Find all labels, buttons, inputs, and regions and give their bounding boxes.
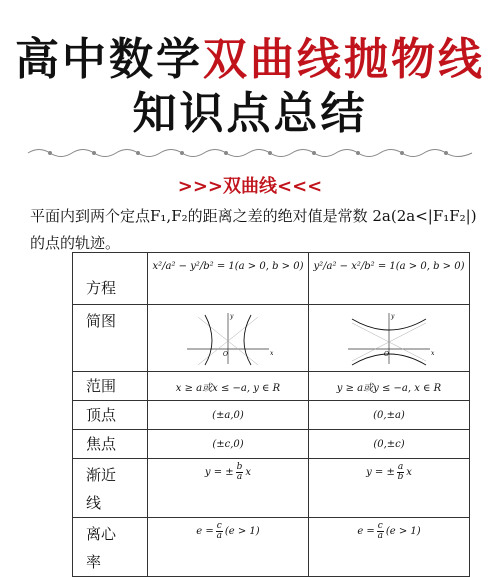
- asymptote-x-axis: [147, 459, 308, 518]
- title-black-part: 高中数学: [15, 34, 203, 85]
- table-row: [73, 372, 470, 401]
- asymptote-fraction: [236, 463, 244, 482]
- fraction-numerator: b: [236, 462, 243, 472]
- asymptote-suffix: x: [245, 467, 252, 478]
- origin-label: O: [222, 351, 228, 358]
- fraction-numerator: c: [377, 521, 383, 531]
- eccentricity-prefix: e =: [357, 526, 375, 537]
- asymptote-prefix: y = ±: [366, 467, 395, 478]
- fraction-denominator: a: [216, 531, 222, 541]
- page-title-line-2: 知识点总结: [132, 88, 368, 139]
- vertex-y-axis: (0,±a): [308, 401, 469, 430]
- table-row: [73, 430, 470, 459]
- table-row: [73, 253, 470, 305]
- page-title-line-1: [0, 34, 500, 85]
- eccentricity-prefix: e =: [196, 526, 214, 537]
- row-label: 顶点: [73, 401, 148, 430]
- range-y-axis: y ≥ a或y ≤ −a, x ∈ R: [308, 372, 469, 401]
- asymptote-prefix: y = ±: [204, 467, 234, 478]
- eccentricity-suffix: (e > 1): [385, 526, 421, 537]
- row-label: 简图: [73, 305, 148, 372]
- eccentricity-y-axis: [308, 518, 469, 577]
- axis-label-y: y: [390, 313, 395, 320]
- vertical-hyperbola-graph: [344, 309, 434, 367]
- fraction-numerator: c: [216, 521, 222, 531]
- focus-x-axis: (±c,0): [147, 430, 308, 459]
- fraction-denominator: a: [236, 472, 243, 482]
- equation-y-axis: y²/a² − x²/b² = 1(a > 0, b > 0): [308, 253, 469, 305]
- axis-label-x: x: [269, 350, 274, 357]
- definition-line-1: 平面内到两个定点F₁,F₂的距离之差的绝对值是常数 2a(2a<|F₁F₂|): [30, 207, 477, 225]
- axis-label-x: x: [430, 350, 435, 357]
- ornamental-divider: [28, 146, 472, 160]
- eccentricity-fraction: [216, 522, 223, 541]
- row-label-line-1: 离心: [86, 525, 117, 543]
- hyperbola-properties-table: [72, 252, 470, 577]
- asymptote-y-axis: [308, 459, 469, 518]
- row-label-line-2: 线: [86, 494, 102, 512]
- table-row: [73, 305, 470, 372]
- table-row: [73, 401, 470, 430]
- graph-horizontal-hyperbola: [147, 305, 308, 372]
- range-x-axis: x ≥ a或x ≤ −a, y ∈ R: [147, 372, 308, 401]
- row-label-line-1: 渐近: [86, 466, 117, 484]
- asymptote-fraction: [397, 463, 404, 482]
- horizontal-hyperbola-graph: [183, 309, 273, 367]
- fraction-denominator: a: [377, 531, 383, 541]
- row-label: [73, 518, 148, 577]
- row-label-line-2: 率: [86, 553, 102, 571]
- definition-line-2: 的点的轨迹。: [30, 234, 121, 252]
- definition-text: [30, 203, 480, 257]
- table-row: [73, 518, 470, 577]
- fraction-numerator: a: [397, 462, 404, 472]
- row-label: 范围: [73, 372, 148, 401]
- fraction-denominator: b: [397, 472, 404, 482]
- asymptote-suffix: x: [406, 467, 412, 478]
- focus-y-axis: (0,±c): [308, 430, 469, 459]
- origin-label: O: [383, 351, 389, 358]
- table-row: [73, 459, 470, 518]
- eccentricity-x-axis: [147, 518, 308, 577]
- row-label: 焦点: [73, 430, 148, 459]
- vertex-x-axis: (±a,0): [147, 401, 308, 430]
- section-heading: >>>双曲线<<<: [177, 176, 323, 197]
- equation-x-axis: x²/a² − y²/b² = 1(a > 0, b > 0): [147, 253, 308, 305]
- title-red-part: 双曲线抛物线: [203, 34, 485, 85]
- graph-vertical-hyperbola: [308, 305, 469, 372]
- row-label: [73, 459, 148, 518]
- row-label: 方程: [73, 253, 148, 305]
- eccentricity-suffix: (e > 1): [224, 526, 260, 537]
- eccentricity-fraction: [377, 522, 384, 541]
- axis-label-y: y: [229, 313, 234, 320]
